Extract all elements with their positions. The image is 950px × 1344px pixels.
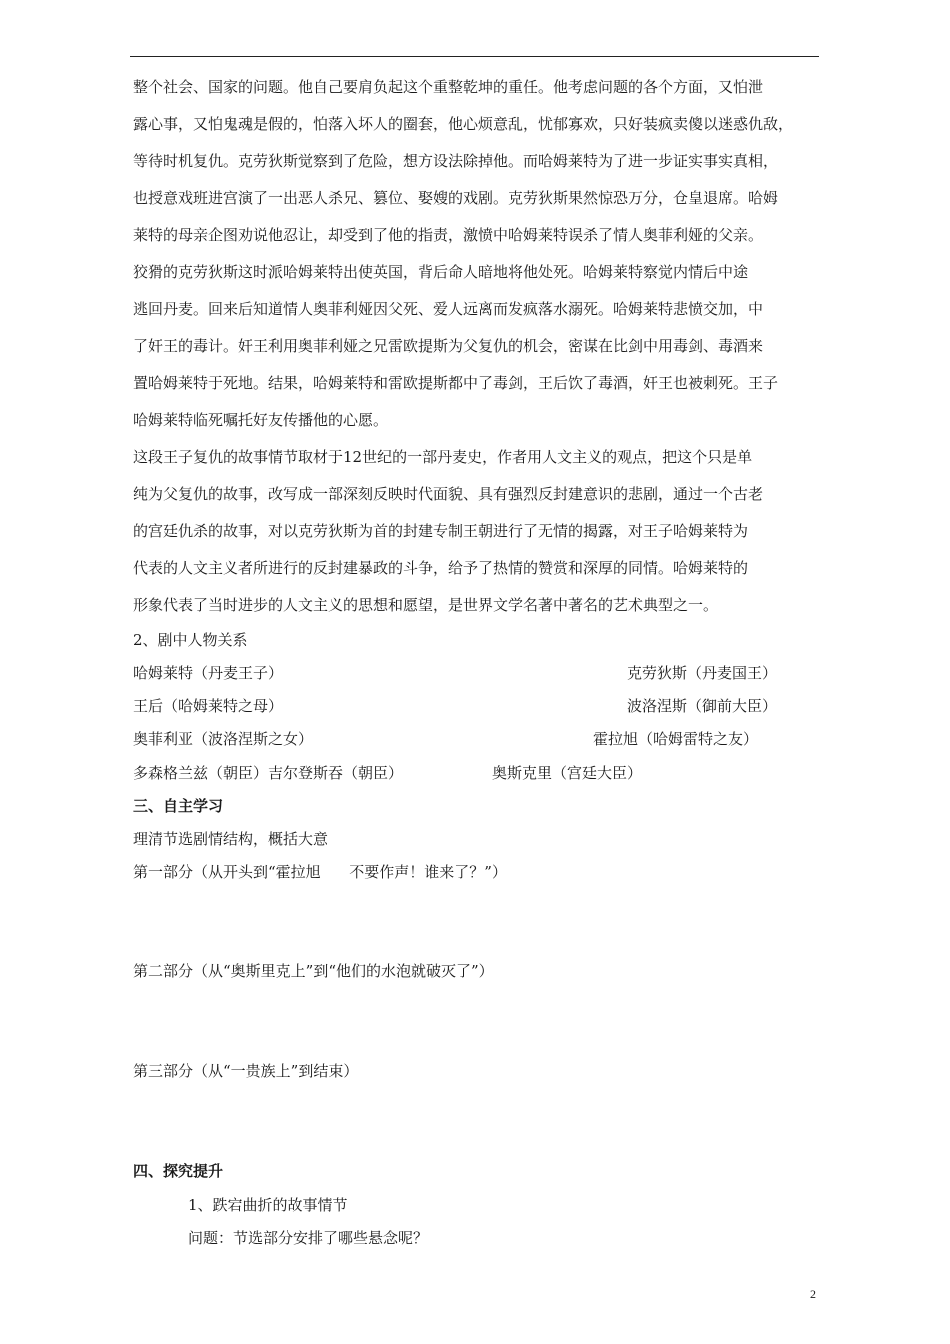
section-3-part-1: 第一部分（从开头到“霍拉旭 不要作声！谁来了？”） [133,863,507,881]
paragraph-1-line: 逃回丹麦。回来后知道情人奥菲利娅因父死、爱人远离而发疯落水溺死。哈姆莱特悲愤交加，中 [133,300,764,318]
section-3-heading: 三、自主学习 [133,797,224,815]
character-right: 克劳狄斯（丹麦国王） [627,664,778,682]
paragraph-2-line: 的宫廷仇杀的故事，对以克劳狄斯为首的封建专制王朝进行了无情的揭露，对王子哈姆莱特为 [133,522,749,540]
paragraph-1-line: 哈姆莱特临死嘱托好友传播他的心愿。 [133,411,389,429]
paragraph-1-line: 置哈姆莱特于死地。结果，哈姆莱特和雷欧提斯都中了毒剑，王后饮了毒酒，奸王也被刺死。王子 [133,374,779,392]
paragraph-1-line: 狡猾的克劳狄斯这时派哈姆莱特出使英国，背后命人暗地将他处死。哈姆莱特察觉内情后中途 [133,263,749,281]
characters-title: 2、剧中人物关系 [133,631,248,649]
paragraph-2-line: 纯为父复仇的故事，改写成一部深刻反映时代面貌、具有强烈反封建意识的悲剧，通过一个古老 [133,485,764,503]
paragraph-1-line: 整个社会、国家的问题。他自己要肩负起这个重整乾坤的重任。他考虑问题的各个方面，又怕泄 [133,78,764,96]
paragraph-1-line: 也授意戏班进宫演了一出恶人杀兄、篡位、娶嫂的戏剧。克劳狄斯果然惊恐万分，仓皇退席。哈姆 [133,189,779,207]
paragraph-2-line: 这段王子复仇的故事情节取材于12世纪的一部丹麦史，作者用人文主义的观点，把这个只是单 [133,448,753,466]
section-4-heading: 四、探究提升 [133,1162,224,1180]
paragraph-1-line: 了奸王的毒计。奸王利用奥菲利娅之兄雷欧提斯为父复仇的机会，密谋在比剑中用毒剑、毒酒来 [133,337,764,355]
paragraph-2-line: 形象代表了当时进步的人文主义的思想和愿望，是世界文学名著中著名的艺术典型之一。 [133,596,719,614]
section-3-part-2: 第二部分（从“奥斯里克上”到“他们的水泡就破灭了”） [133,962,494,980]
paragraph-1-line: 露心事，又怕鬼魂是假的，怕落入坏人的圈套，他心烦意乱，忧郁寡欢，只好装疯卖傻以迷惑仇敌， [133,115,794,133]
paragraph-1-line: 莱特的母亲企图劝说他忍让，却受到了他的指责，激愤中哈姆莱特误杀了情人奥菲利娅的父亲。 [133,226,764,244]
header-rule [130,56,819,57]
section-4-question: 问题：节选部分安排了哪些悬念呢？ [188,1229,429,1247]
character-left: 哈姆莱特（丹麦王子） [133,664,284,682]
character-right: 波洛涅斯（御前大臣） [627,697,778,715]
character-left: 王后（哈姆莱特之母） [133,697,284,715]
page-number: 2 [810,1287,816,1301]
section-4-item-1: 1、跌宕曲折的故事情节 [188,1196,348,1214]
paragraph-2-line: 代表的人文主义者所进行的反封建暴政的斗争，给予了热情的赞赏和深厚的同情。哈姆莱特的 [133,559,749,577]
section-3-intro: 理清节选剧情结构，概括大意 [133,830,329,848]
character-left: 奥菲利亚（波洛涅斯之女） [133,730,314,748]
paragraph-1-line: 等待时机复仇。克劳狄斯觉察到了危险，想方设法除掉他。而哈姆莱特为了进一步证实事实真相， [133,152,779,170]
character-right: 奥斯克里（宫廷大臣） [492,764,643,782]
character-right: 霍拉旭（哈姆雷特之友） [593,730,759,748]
character-left: 多森格兰兹（朝臣）吉尔登斯吞（朝臣） [133,764,404,782]
section-3-part-3: 第三部分（从“一贵族上”到结束） [133,1062,359,1080]
